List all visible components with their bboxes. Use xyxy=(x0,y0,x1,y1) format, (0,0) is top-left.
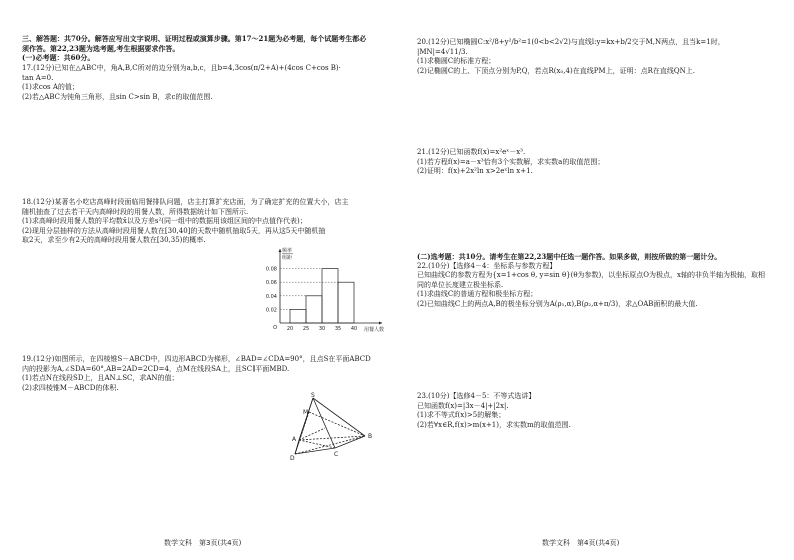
q21-line: (1)若方程f(x)=a－x³恰有3个实数解，求实数a的取值范围； xyxy=(417,157,605,166)
y-axis-label: 组距 xyxy=(282,255,293,261)
q23-line: (1)求不等式f(x)>5的解集； xyxy=(417,411,506,419)
q19-line: 内的投影为A,∠SDA=60°,AB=2AD=2CD=4，点M在线段SA上，且SC∥平面MBD. xyxy=(22,364,290,373)
q20-line: (1)求椭圆C的标准方程； xyxy=(417,57,496,65)
edge-SC xyxy=(313,398,335,448)
y-tick-label: 0.02 xyxy=(265,307,277,314)
label-S: S xyxy=(311,392,315,399)
q18-line: 18.(12分)某著名小吃店高峰时段面临用餐排队问题，店主打算扩充店面，为了确定扩充的位置大小，店主 xyxy=(22,198,349,206)
q23-line: 已知函数f(x)=|3x－4|+|2x|. xyxy=(417,401,509,410)
pyramid-figure xyxy=(285,392,380,464)
label-C: C xyxy=(334,451,339,458)
required-header: (一)必考题：共60分。 xyxy=(22,53,95,62)
optional-section xyxy=(417,252,765,309)
q17-line: (2)若△ABC为钝角三角形，且sin C>sin B，求c的取值范围. xyxy=(22,92,213,101)
q17-line: 17.(12分)已知在△ABC中，角A,B,C所对的边分别为a,b,c，且b=4,3cos(π/2+A)+(4cos C+cos B)· xyxy=(22,64,341,72)
x-tick-label: 40 xyxy=(350,326,358,332)
q21-line: (2)证明：f(x)+2x²ln x>2eˣln x+1. xyxy=(417,167,533,175)
edge-SB xyxy=(313,398,365,436)
histogram-bar xyxy=(290,309,306,323)
section3-header-line: 须作答。第22,23题为选考题,考生根据要求作答。 xyxy=(22,43,180,53)
q23-line: 23.(10分)【选修4－5：不等式选讲】 xyxy=(417,392,536,400)
q22-line: 已知曲线C的参数方程为{x=1+cos θ, y=sin θ}(θ为参数)，以坐标原点O为极点，x轴的非负半轴为极轴，取相 xyxy=(417,271,765,279)
origin-label: O xyxy=(273,325,277,331)
x-tick-label: 25 xyxy=(302,326,310,332)
question-18 xyxy=(22,198,349,246)
label-B: B xyxy=(368,433,373,440)
diag-DB xyxy=(295,436,365,454)
x-axis-label: 用餐人数 xyxy=(364,327,385,333)
q21-line: 21.(12分)已知函数f(x)=x²eˣ－x³. xyxy=(417,148,526,156)
question-17 xyxy=(22,64,341,102)
question-21 xyxy=(417,148,604,177)
x-tick-label: 30 xyxy=(318,326,326,332)
label-D: D xyxy=(290,455,295,462)
histogram-bar xyxy=(338,282,354,323)
histogram-axes xyxy=(279,249,383,325)
edge-AB xyxy=(299,436,365,440)
q20-line: (2)记椭圆C的上、下顶点分别为P,Q，若点R(x₀,4)在直线PM上，证明：点R在直线QN上. xyxy=(417,66,695,75)
x-axis-arrow xyxy=(379,322,382,325)
section3-header xyxy=(22,34,366,63)
q22-line: 22.(10分)【选修4－4：坐标系与参数方程】 xyxy=(417,261,557,270)
page-4 xyxy=(397,0,794,560)
q22-line: (2)已知曲线C上的两点A,B的极坐标分别为A(ρ₁,α),B(ρ₂,α+π/3)，求△OAB面积的最大值. xyxy=(417,299,698,308)
optional-header: (二)选考题：共10分。请考生在第22,23题中任选一题作答。如果多做，则按所做的第一题计分。 xyxy=(417,252,722,261)
histogram-bars xyxy=(280,269,354,323)
q18-line: 随机抽查了过去若干天内高峰时段的用餐人数，所得数据统计如下图所示. xyxy=(22,207,249,216)
q19-line: (1)若点N在线段SD上，且AN⊥SC，求AN的值； xyxy=(22,374,179,382)
y-tick-label: 0.04 xyxy=(265,293,277,300)
edge-CB xyxy=(335,436,365,448)
q20-line: |MN|=4√11/3. xyxy=(417,47,468,56)
x-tick-label: 20 xyxy=(286,326,294,332)
x-tick-label: 35 xyxy=(334,326,342,332)
section3-header-line: 三、解答题：共70分。解答应写出文字说明、证明过程或演算步骤。第17～21题为必考题，每个试题考生都必 xyxy=(22,34,367,43)
q17-line: (1)求cos A的值； xyxy=(22,83,79,91)
question-23 xyxy=(417,392,571,430)
diag-AC xyxy=(299,440,335,448)
y-tick-label: 0.08 xyxy=(265,266,277,273)
histogram-bar xyxy=(322,269,338,323)
y-axis-label: 频率 xyxy=(282,248,293,254)
q19-line: (2)求四棱锥M－ABCD的体积. xyxy=(22,383,119,392)
page-3-footer: 数学文科 第3页(共4页) xyxy=(164,539,242,547)
q18-line: (1)求高峰时段用餐人数的平均数x̄以及方差s²(同一组中的数据用该组区间的中点值作代表)； xyxy=(22,217,307,225)
q17-line: tan A=0. xyxy=(22,73,54,82)
edge-DC xyxy=(295,448,335,454)
histogram-labels xyxy=(266,247,384,333)
q20-line: 20.(12分)已知椭圆C:x²/8+y²/b²=1(0<b<2√2)与直线l:y=kx+b/2交于M,N两点，且当k=1时， xyxy=(417,38,725,46)
q22-line: (1)求曲线C的普通方程和极坐标方程； xyxy=(417,290,538,298)
q19-line: 19.(12分)如图所示，在四棱锥S－ABCD中，四边形ABCD为梯形，∠BAD=∠CDA=90°，且点S在平面ABCD xyxy=(22,355,371,363)
histogram-bar xyxy=(306,296,322,323)
q18-line: 取2天，求至少有2天的高峰时段用餐人数在[30,35)的概率. xyxy=(22,236,206,244)
label-M: M xyxy=(303,409,309,416)
question-20 xyxy=(417,38,725,76)
label-A: A xyxy=(292,436,297,443)
page-4-footer: 数学文科 第4页(共4页) xyxy=(542,539,620,547)
frequency-histogram xyxy=(250,245,400,340)
q23-line: (2)若∀x∈R,f(x)>m(x+1)，求实数m的取值范围. xyxy=(417,420,571,429)
q22-line: 同的单位长度建立极坐标系. xyxy=(417,280,504,289)
y-tick-label: 0.06 xyxy=(265,280,277,287)
question-19 xyxy=(22,355,371,393)
q18-line: (2)现用分层抽样的方法从高峰时段用餐人数在[30,40]的天数中随机抽取5天，再从这5天中随机抽 xyxy=(22,226,326,235)
